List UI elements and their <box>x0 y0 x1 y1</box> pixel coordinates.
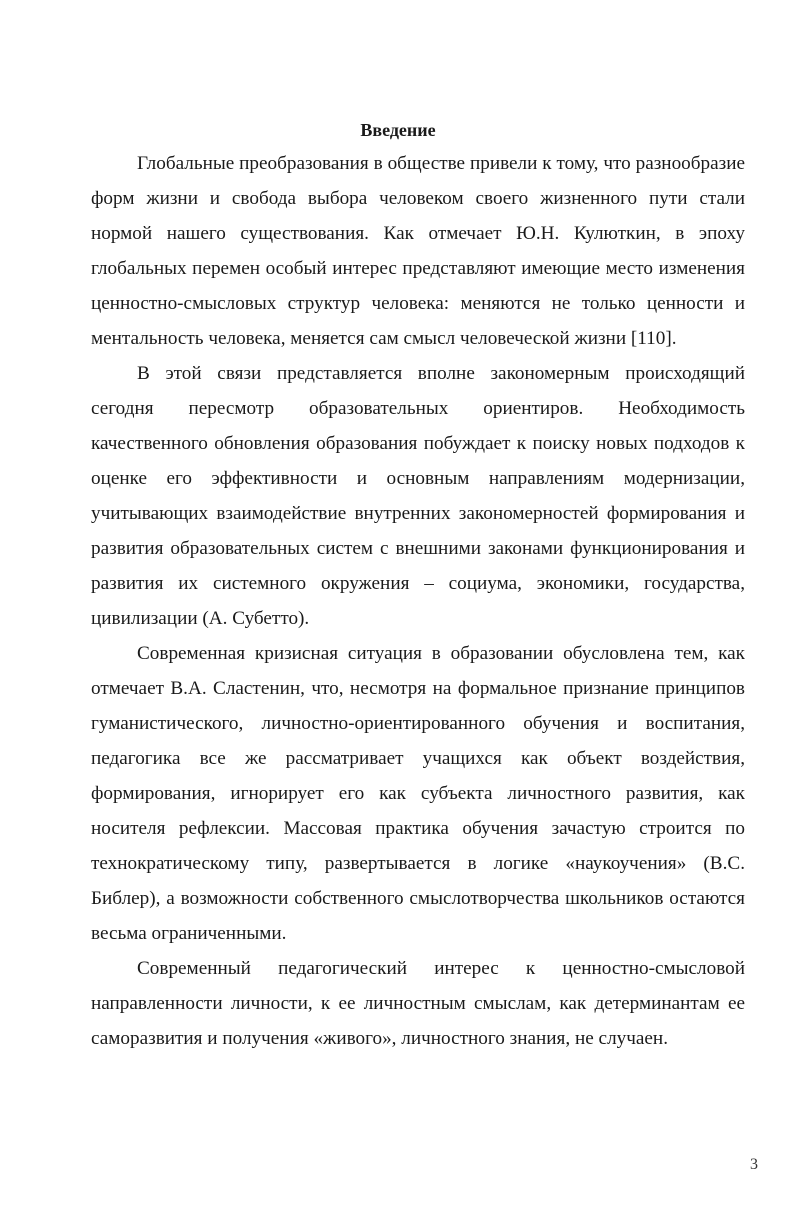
page-number: 3 <box>750 1156 758 1173</box>
paragraph-4: Современный педагогический интерес к ценностно-смысловой направленности личности, к ее личностным смыслам, как детерминантам ее саморазвития и получения «живого», личностного знания, не случаен. <box>91 958 745 1049</box>
body-text <box>91 146 745 1056</box>
paragraph-3: Современная кризисная ситуация в образовании обусловлена тем, как отмечает В.А. Сластенин, что, несмотря на формальное признание принципов гуманистического, личностно-ориентированного обучения и воспитания, педагогика все же рассматривает учащихся как объект воздействия, формирования, игнорирует его как субъекта личностного развития, как носителя рефлексии. Массовая практика обучения зачастую строится по технократическому типу, развертывается в логике «наукоучения» (В.С. Библер), а возможности собственного смыслотворчества школьников остаются весьма ограниченными. <box>91 643 745 944</box>
page-title: Введение <box>360 120 436 140</box>
paragraph-1: Глобальные преобразования в обществе привели к тому, что разнообразие форм жизни и свобода выбора человеком своего жизненного пути стали нормой нашего существования. Как отмечает Ю.Н. Кулюткин, в эпоху глобальных перемен особый интерес представляют имеющие место изменения ценностно-смысловых структур человека: меняются не только ценности и ментальность человека, меняется сам смысл человеческой жизни [110]. <box>91 153 745 349</box>
paragraph-2: В этой связи представляется вполне закономерным происходящий сегодня пересмотр образовательных ориентиров. Необходимость качественного обновления образования побуждает к поиску новых подходов к оценке его эффективности и основным направлениям модернизации, учитывающих взаимодействие внутренних закономерностей формирования и развития образовательных систем с внешними законами функционирования и развития их системного окружения – социума, экономики, государства, цивилизации (А. Субетто). <box>91 363 745 629</box>
